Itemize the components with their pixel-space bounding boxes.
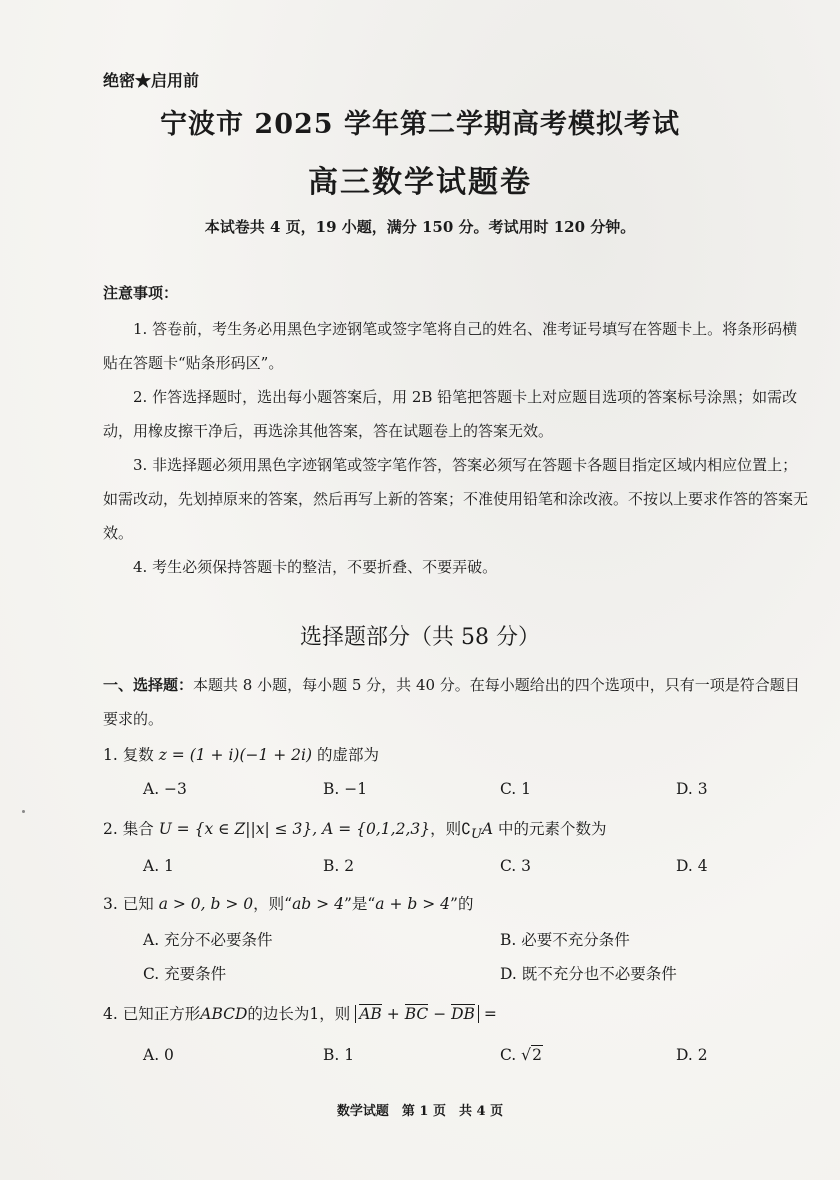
q2-option-a: A. 1	[143, 857, 174, 875]
q1-option-d: D. 3	[676, 780, 708, 798]
secret-label: 绝密★启用前	[103, 71, 200, 90]
part-description: 本题共 8 小题，每小题 5 分，共 40 分。在每小题给出的四个选项中，只有一项是符合题目要求的。	[103, 676, 800, 728]
vector-ab: AB	[359, 1005, 382, 1023]
q4-option-c: C. √2	[500, 1046, 542, 1064]
q2-complement: ∁	[461, 820, 471, 838]
notice-item-3: 3. 非选择题必须用黑色字迹钢笔或签字笔作答，答案必须写在答题卡各题目指定区域内相应位置上；如需改动，先划掉原来的答案，然后再写上新的答案；不准使用铅笔和涂改液。不按以上要求作答的答案无效。	[103, 456, 809, 542]
q2-option-b: B. 2	[323, 857, 355, 875]
q4-vector-expression: AB + BC − DB	[355, 1005, 479, 1023]
q2-option-c: C. 3	[500, 857, 532, 875]
q3-option-a: A. 充分不必要条件	[143, 931, 273, 949]
bleed-through-text	[470, 75, 484, 95]
sqrt-symbol: √2	[521, 1046, 542, 1064]
notice-item-2: 2. 作答选择题时，选出每小题答案后，用 2B 铅笔把答题卡上对应题目选项的答案标号涂黑；如需改动，用橡皮擦干净后，再选涂其他答案，答在试题卷上的答案无效。	[103, 388, 798, 440]
q4-option-d: D. 2	[676, 1046, 708, 1064]
q1-option-c: C. 1	[500, 780, 532, 798]
notice-heading: 注意事项：	[103, 284, 179, 302]
q2-option-d: D. 4	[676, 857, 708, 875]
section-title: 选择题部分（共 58 分）	[300, 625, 540, 650]
q3-option-c: C. 充要条件	[143, 965, 227, 983]
q4-option-a: A. 0	[143, 1046, 174, 1064]
vector-db: DB	[451, 1005, 475, 1023]
q2-math-sets: U = {x ∈ Z||x| ≤ 3}, A = {0,1,2,3}	[158, 820, 431, 838]
scan-speck	[22, 810, 25, 813]
q1-option-a: A. −3	[143, 780, 187, 798]
q1-math: z = (1 + i)(−1 + 2i)	[158, 746, 313, 764]
page-footer: 数学试题 第 1 页 共 4 页	[336, 1104, 504, 1119]
q3-option-d: D. 既不充分也不必要条件	[500, 965, 677, 983]
part-label: 一、选择题：	[103, 676, 194, 694]
notice-item-4: 4. 考生必须保持答题卡的整洁，不要折叠、不要弄破。	[133, 558, 498, 576]
q4-option-b: B. 1	[323, 1046, 355, 1064]
notice-item-1: 1. 答卷前，考生务必用黑色字迹钢笔或签字笔将自己的姓名、准考证号填写在答题卡上。将条形码横贴在答题卡“贴条形码区”。	[103, 320, 798, 372]
vector-bc: BC	[404, 1005, 429, 1023]
q3-option-b: B. 必要不充分条件	[500, 931, 630, 949]
exam-summary: 本试卷共 4 页，19 小题，满分 150 分。考试用时 120 分钟。	[204, 218, 636, 236]
question-4: 4. 已知正方形ABCD的边长为1，则 AB + BC − DB =	[103, 1005, 497, 1023]
part-instructions	[103, 668, 808, 736]
question-2: 2. 集合 U = {x ∈ Z||x| ≤ 3}, A = {0,1,2,3}，则$∁_UA$ 中的元素个数为	[103, 820, 607, 843]
exam-subtitle: 高三数学试题卷	[308, 165, 532, 200]
exam-title: 宁波市 2025 学年第二学期高考模拟考试	[160, 109, 680, 140]
question-1: 1. 复数 z = (1 + i)(−1 + 2i) 的虚部为	[103, 746, 380, 764]
question-3: 3. 已知 a > 0, b > 0，则“ab > 4”是“a + b > 4”的	[103, 895, 474, 913]
q1-option-b: B. −1	[323, 780, 368, 798]
